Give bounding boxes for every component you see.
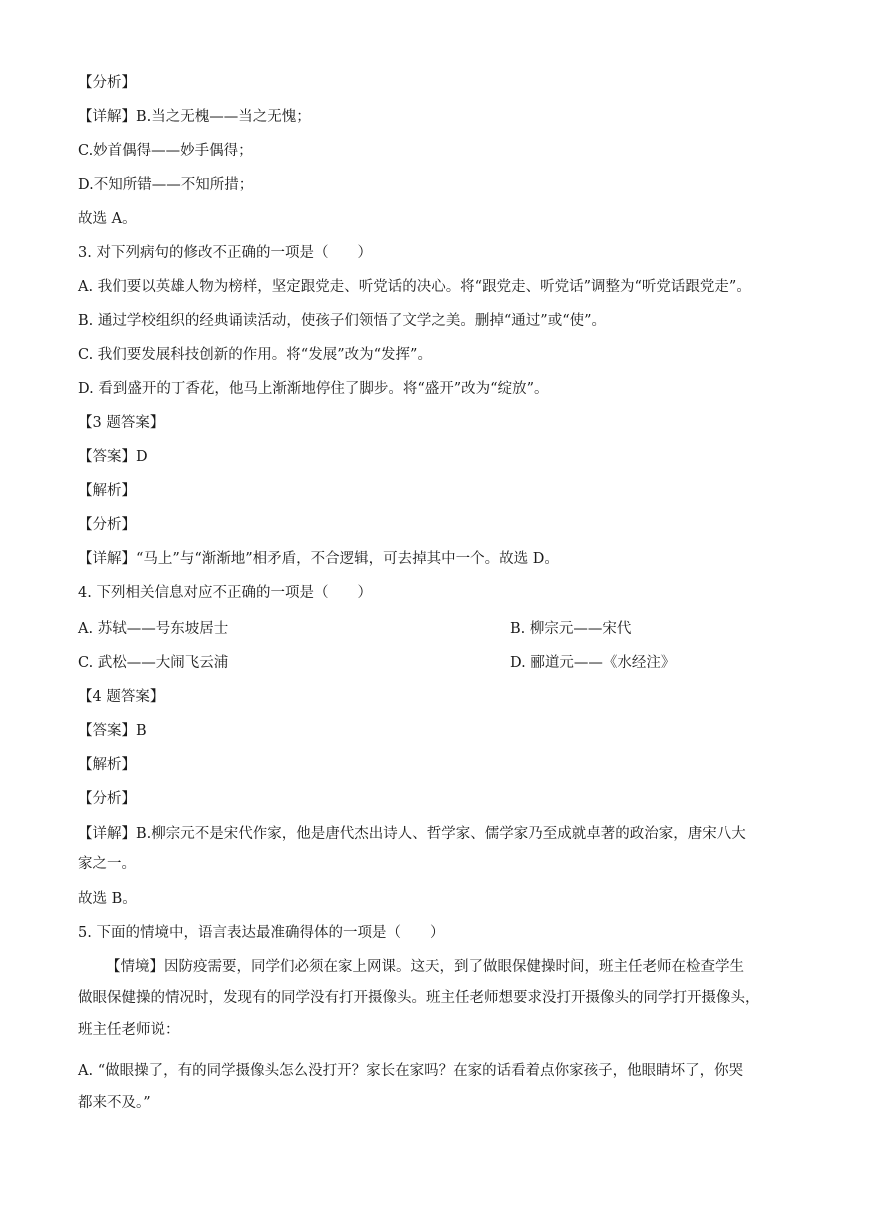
q3-option-b: B. 通过学校组织的经典诵读活动，使孩子们领悟了文学之美。删掉“通过”或“使”。 xyxy=(78,313,607,329)
text-line: 【解析】 xyxy=(78,757,136,773)
text-line: 故选 A。 xyxy=(78,211,137,227)
text-line: 【详解】“马上”与“渐渐地”相矛盾，不合逻辑，可去掉其中一个。故选 D。 xyxy=(78,551,559,567)
q5-option-a-cont: 都来不及。” xyxy=(78,1095,151,1111)
text-line: 【分析】 xyxy=(78,517,136,533)
text-line: 【答案】B xyxy=(78,723,147,739)
text-line: 【4 题答案】 xyxy=(78,689,165,705)
text-line: 【答案】D xyxy=(78,449,148,465)
q4-options-row-1 xyxy=(78,619,809,639)
text-line: D.不知所错——不知所措； xyxy=(78,177,254,193)
text-line: 【分析】 xyxy=(78,75,136,91)
q4-option-c: C. 武松——大闹飞云浦 xyxy=(78,655,229,671)
text-line: 【分析】 xyxy=(78,791,136,807)
text-line: 【详解】B.柳宗元不是宋代作家，他是唐代杰出诗人、哲学家、儒学家乃至成就卓著的政治家，唐宋八大 xyxy=(78,826,746,842)
text-line: 【解析】 xyxy=(78,483,136,499)
q4-options-row-2 xyxy=(78,653,809,673)
text-line: 故选 B。 xyxy=(78,891,137,907)
text-line: 【3 题答案】 xyxy=(78,415,165,431)
q3-option-a: A. 我们要以英雄人物为榜样，坚定跟党走、听党话的决心。将“跟党走、听党话”调整为“听党话跟党走”。 xyxy=(78,279,751,295)
situation-text: 【情境】因防疫需要，同学们必须在家上网课。这天，到了做眼保健操时间，班主任老师在检查学生 xyxy=(106,959,744,975)
question-3-stem: 3. 对下列病句的修改不正确的一项是（ ） xyxy=(78,245,372,261)
q4-option-d: D. 郦道元——《水经注》 xyxy=(510,655,676,671)
text-line: 家之一。 xyxy=(78,856,136,872)
text-line: C.妙首偶得——妙手偶得； xyxy=(78,143,253,159)
q4-option-a: A. 苏轼——号东坡居士 xyxy=(78,621,229,637)
situation-text: 班主任老师说： xyxy=(78,1022,180,1038)
question-4-stem: 4. 下列相关信息对应不正确的一项是（ ） xyxy=(78,585,372,601)
situation-text: 做眼保健操的情况时，发现有的同学没有打开摄像头。班主任老师想要求没打开摄像头的同学打开摄像头， xyxy=(78,990,760,1006)
q3-option-d: D. 看到盛开的丁香花，他马上渐渐地停住了脚步。将“盛开”改为“绽放”。 xyxy=(78,381,549,397)
q4-option-b: B. 柳宗元——宋代 xyxy=(510,621,632,637)
question-5-stem: 5. 下面的情境中，语言表达最准确得体的一项是（ ） xyxy=(78,925,445,941)
text-line: 【详解】B.当之无槐——当之无愧； xyxy=(78,109,311,125)
q3-option-c: C. 我们要发展科技创新的作用。将“发展”改为“发挥”。 xyxy=(78,347,432,363)
q5-option-a: A. “做眼操了，有的同学摄像头怎么没打开？家长在家吗？在家的话看着点你家孩子，他眼睛坏了，你哭 xyxy=(78,1063,744,1079)
